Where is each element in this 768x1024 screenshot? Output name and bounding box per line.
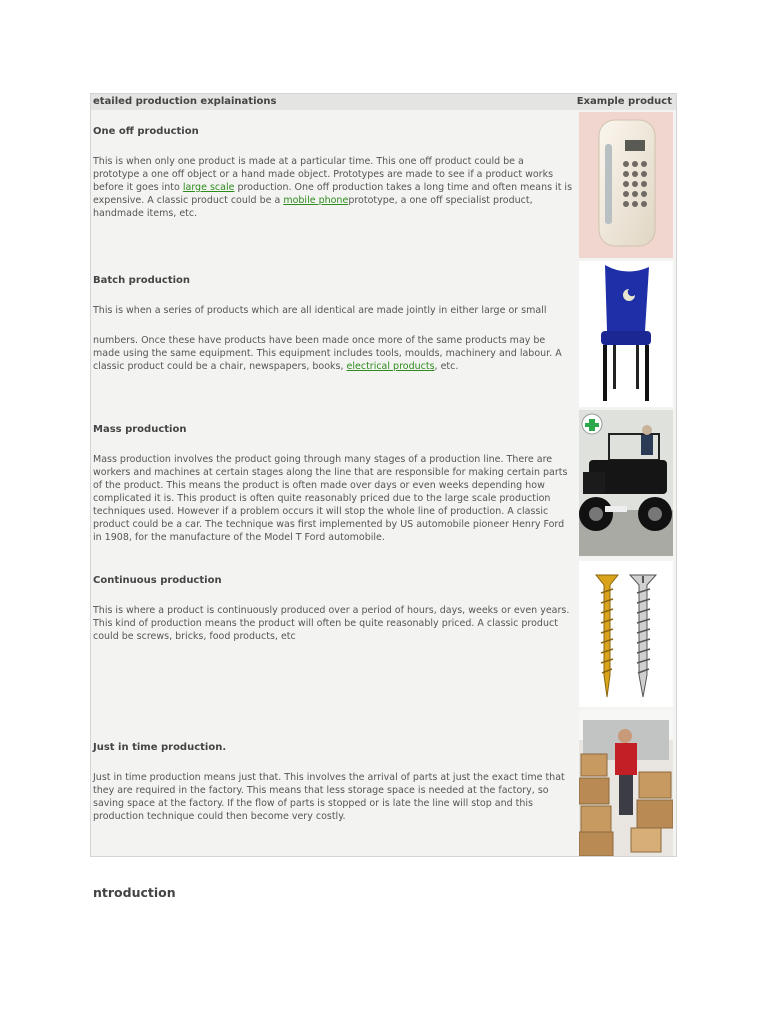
text-segment: prototype, a one off specialist product, handmade items, etc. [93,195,533,219]
section-text-jit: Just in time production means just that. This involves the arrival of parts at just the exact time that they are required in the factory. This means that less storage space is needed at the factory, so saving space at the factory. If the flow of parts is stopped or is late the line will stop and this production technique could then become very costly. [93,772,565,822]
header-example-product: Example product [576,96,672,107]
worker-with-boxes-image [579,710,673,856]
section-text-batch-2 [93,334,573,373]
section-mass [93,423,573,544]
header-title: etailed production explainations [93,96,277,107]
section-title-batch: Batch production [93,275,191,286]
text-segment: This is when only one product is made at a particular time. This one off product could be a prototype a one off object or a hand made object. Prototypes are made to see if a product works before it goes into [93,156,554,193]
chair-image [579,261,673,407]
delivery-icon [579,710,673,856]
mobile-phone-icon [579,112,673,258]
section-batch [93,274,573,373]
section-text-mass: Mass production involves the product going through many stages of a production line. There are workers and machines at certain stages along the line that are responsible for making certain parts of the product. This means the product is often made over days or even weeks depending how complicated it is. This product is often quite reasonably priced due to the large scale production techniques used. However if a problem occurs it will stop the whole line of production. A classic product could be a car. The technique was first implemented by US automobile pioneer Henry Ford in 1908, for the manufacture of the Model T Ford automobile. [93,454,568,543]
screw-icon [579,561,673,707]
link-mobile-phone[interactable]: mobile phone [283,195,349,206]
section-title-continuous: Continuous production [93,575,222,586]
car-icon [579,410,673,556]
screws-image [579,561,673,707]
section-heading-introduction: ntroduction [93,885,176,900]
text-segment: , etc. [434,361,459,372]
section-title-jit: Just in time production. [93,742,227,753]
link-electrical-products[interactable]: electrical products [346,361,435,372]
text-segment: numbers. Once these have products have been made once more of the same products may be made using the same equipment. This equipment includes tools, moulds, machinery and labour. A classic product could be a chair, newspapers, books, [93,335,562,372]
section-title-one-off: One off production [93,126,199,137]
text-segment: production. One off production takes a long time and often means it is expensive. A classic product could be a [93,182,573,206]
table-header [91,94,676,110]
section-jit [93,741,573,823]
mobile-phone-prototype-image [579,112,673,258]
section-text-one-off [93,155,573,220]
section-title-mass: Mass production [93,424,187,435]
section-text-batch-1: This is when a series of products which are all identical are made jointly in either large or small [93,305,547,316]
section-continuous [93,574,573,643]
section-one-off [93,125,573,220]
link-large-scale[interactable]: large scale [182,182,235,193]
production-table [90,93,677,857]
model-t-ford-car-image [579,410,673,556]
chair-icon [579,261,673,407]
section-text-continuous: This is where a product is continuously produced over a period of hours, days, weeks or even years. This kind of production means the product will often be quite reasonably priced. A classic product could be screws, bricks, food products, etc [93,605,570,642]
